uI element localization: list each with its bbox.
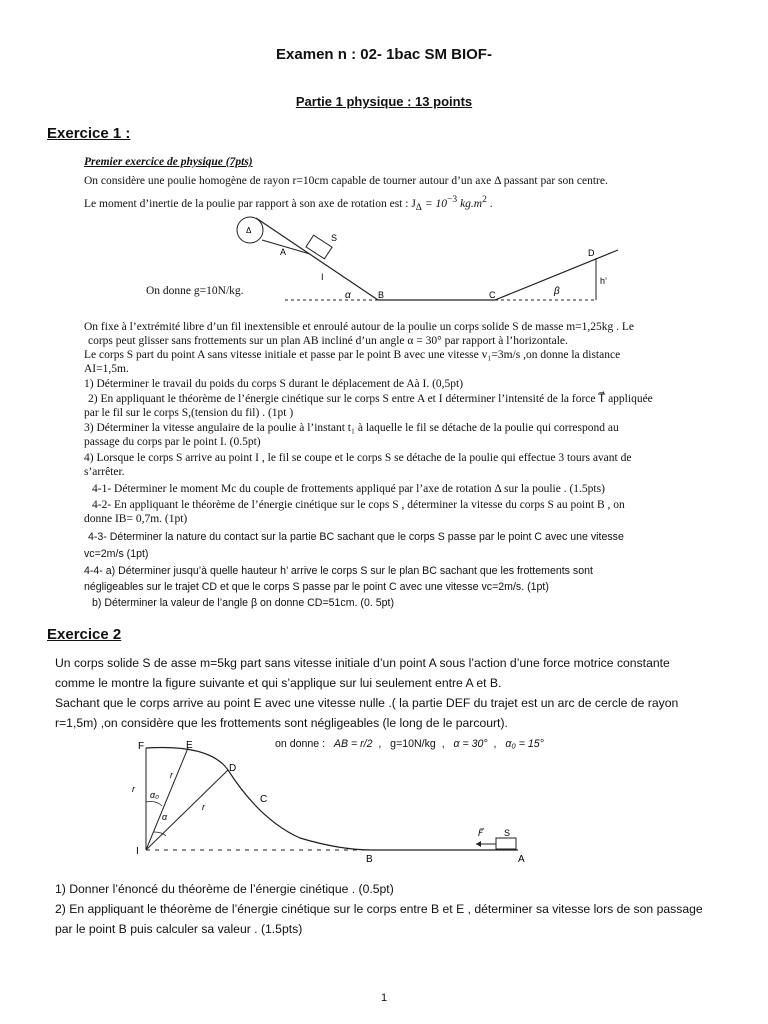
given-alpha0: α₀ = 15° — [505, 738, 544, 750]
inertia-exp: −3 — [446, 194, 458, 205]
label-c2: C — [260, 794, 268, 805]
ex1-line: 4-1- Déterminer le moment Mc du couple de frottements appliqué par l’axe de rotation Δ sur la poulie . (1.5pts) — [92, 483, 605, 495]
given-alpha: α = 30° — [453, 738, 488, 750]
ex2-body — [55, 654, 735, 734]
label-r2: r — [170, 770, 173, 780]
pulley-label: Δ — [246, 226, 252, 235]
label-s: S — [331, 233, 338, 243]
label-a: A — [280, 247, 287, 257]
inertia-text: Le moment d’inertie de la poulie par rapport à son axe de rotation est : J — [84, 197, 416, 210]
curve-dcb — [228, 770, 372, 850]
ex1-given: On donne g=10N/kg. — [146, 285, 244, 297]
given-label: on donne : — [275, 738, 326, 750]
ex1-line: AI=1,5m. — [84, 363, 129, 375]
label-b: B — [378, 290, 385, 300]
label-alpha0-2: α₀ — [150, 790, 159, 800]
ex1-line: s’arrêter. — [84, 466, 125, 478]
label-i: I — [321, 272, 324, 282]
ex2-line: Sachant que le corps arrive au point E avec une vitesse nulle .( la partie DEF du trajet est un arc de cercle de rayon — [55, 696, 679, 710]
label-fvec: F⃗ — [478, 828, 484, 838]
given-ab: AB = r/2 — [333, 738, 373, 750]
ex1-intro-1: On considère une poulie homogène de rayon r=10cm capable de tourner autour d’un axe Δ passant par son centre. — [84, 175, 608, 187]
ex1-subheading: Premier exercice de physique (7pts) — [84, 156, 253, 168]
label-r1: r — [132, 784, 135, 794]
ex1-line: Le corps S part du point A sans vitesse initiale et passe par le point B avec une vitesse v₁=3m/s ,on donne la distance — [84, 349, 621, 361]
label-a2: A — [518, 854, 525, 865]
angle-alpha0-arc — [146, 802, 162, 807]
ex1-body-2 — [84, 531, 704, 621]
ex2-questions — [55, 880, 755, 940]
ex1-body — [84, 320, 704, 540]
solid-s-2 — [496, 838, 516, 849]
ex1-line: 4) Lorsque le corps S arrive au point I , le fil se coupe et le corps S se détache de la poulie qui effectue 3 tours avant de — [84, 452, 632, 464]
ex1-line: donne IB= 0,7m. (1pt) — [84, 513, 188, 525]
ex2-given: on donne : AB = r/2 , g=10N/kg , α = 30° , α₀ = 15° — [275, 738, 544, 750]
inertia-end: . — [486, 197, 493, 210]
label-alpha: α — [345, 290, 351, 301]
label-alpha-2: α — [162, 812, 168, 822]
partie-heading: Partie 1 physique : 13 points — [295, 94, 473, 109]
radius-id — [146, 770, 228, 850]
label-d2: D — [229, 763, 237, 774]
label-beta: β — [554, 286, 560, 297]
ex1-line: 2) En appliquant le théorème de l’énergie cinétique sur le corps S entre A et I déterminer l’intensité de la force T⃗ appliquée — [88, 393, 653, 405]
page-number: 1 — [380, 992, 388, 1004]
label-r3: r — [202, 802, 205, 812]
ex1-line: On fixe à l’extrémité libre d’un fil inextensible et enroulé autour de la poulie un corps solide S de masse m=1,25kg . Le — [84, 321, 635, 333]
ex2-line: Un corps solide S de asse m=5kg part sans vitesse initiale d’un point A sous l’action d’une force motrice constante — [55, 656, 670, 670]
label-f: F — [138, 741, 145, 752]
figure-2-track — [110, 740, 540, 868]
inertia-sub: Δ — [415, 202, 422, 214]
ex1-line: 4-2- En appliquant le théorème de l’énergie cinétique sur le cops S , déterminer la vitesse du corps S au point B , on — [92, 499, 625, 511]
solid-s — [306, 235, 332, 259]
inertia-unit: kg.m — [457, 197, 483, 210]
ex2-line: r=1,5m) ,on considère que les frottements sont négligeables (le long de le parcourt). — [55, 716, 508, 730]
ex2-line: comme le montre la figure suivante et qui s’applique sur lui seulement entre A et B. — [55, 676, 502, 690]
label-h: h’ — [600, 276, 608, 286]
label-e: E — [186, 740, 193, 751]
label-b2: B — [366, 854, 373, 865]
incline-ab — [256, 218, 378, 300]
ex2-question: par le point B puis calculer sa valeur . (1.5pts) — [55, 922, 303, 936]
inertia-value: = 10 — [421, 197, 447, 210]
label-s2: S — [504, 828, 511, 838]
ex1-line: 3) Déterminer la vitesse angulaire de la poulie à l’instant t₁ à laquelle le fil se détache de la poulie qui correspond au — [84, 422, 619, 434]
ex1-line: 1) Déterminer le travail du poids du corps S durant le déplacement de Aà I. (0,5pt) — [84, 378, 464, 390]
exercise-2-heading: Exercice 2 — [47, 626, 122, 643]
ex1-line2: 4-3- Déterminer la nature du contact sur la partie BC sachant que le corps S passe par le point C avec une vitesse — [88, 531, 624, 543]
ex1-line: corps peut glisser sans frottements sur un plan AB incliné d’un angle α = 30° par rapport à l’horizontale. — [88, 335, 568, 347]
ex2-question: 1) Donner l’énoncé du théorème de l’énergie cinétique . (0.5pt) — [55, 882, 394, 896]
force-arrowhead — [476, 841, 481, 847]
ex1-line2: b) Déterminer la valeur de l’angle β on donne CD=51cm. (0. 5pt) — [92, 597, 394, 609]
ex2-question: 2) En appliquant le théorème de l’énergie cinétique sur le corps entre B et E , déterminer sa vitesse lors de son passage — [55, 902, 703, 916]
label-i2: I — [136, 846, 139, 857]
ex1-line: par le fil sur le corps S,(tension du fil) . (1pt ) — [84, 407, 294, 419]
inertia-unit-exp: 2 — [482, 194, 487, 205]
label-d: D — [588, 248, 595, 258]
ex1-line2: vc=2m/s (1pt) — [84, 548, 149, 560]
exercise-1-heading: Exercice 1 : — [47, 125, 131, 142]
given-g: g=10N/kg — [390, 738, 436, 750]
ex1-line2: 4-4- a) Déterminer jusqu’à quelle hauteur h’ arrive le corps S sur le plan BC sachant que les frottements sont — [84, 565, 593, 577]
label-c: C — [489, 290, 496, 300]
ex1-line2: négligeables sur le trajet CD et que le corps S passe par le point C avec une vitesse vc=2m/s. (1pt) — [84, 581, 549, 593]
ex1-line: passage du corps par le point I. (0.5pt) — [84, 436, 261, 448]
exam-title: Examen n : 02- 1bac SM BIOF- — [276, 46, 492, 63]
